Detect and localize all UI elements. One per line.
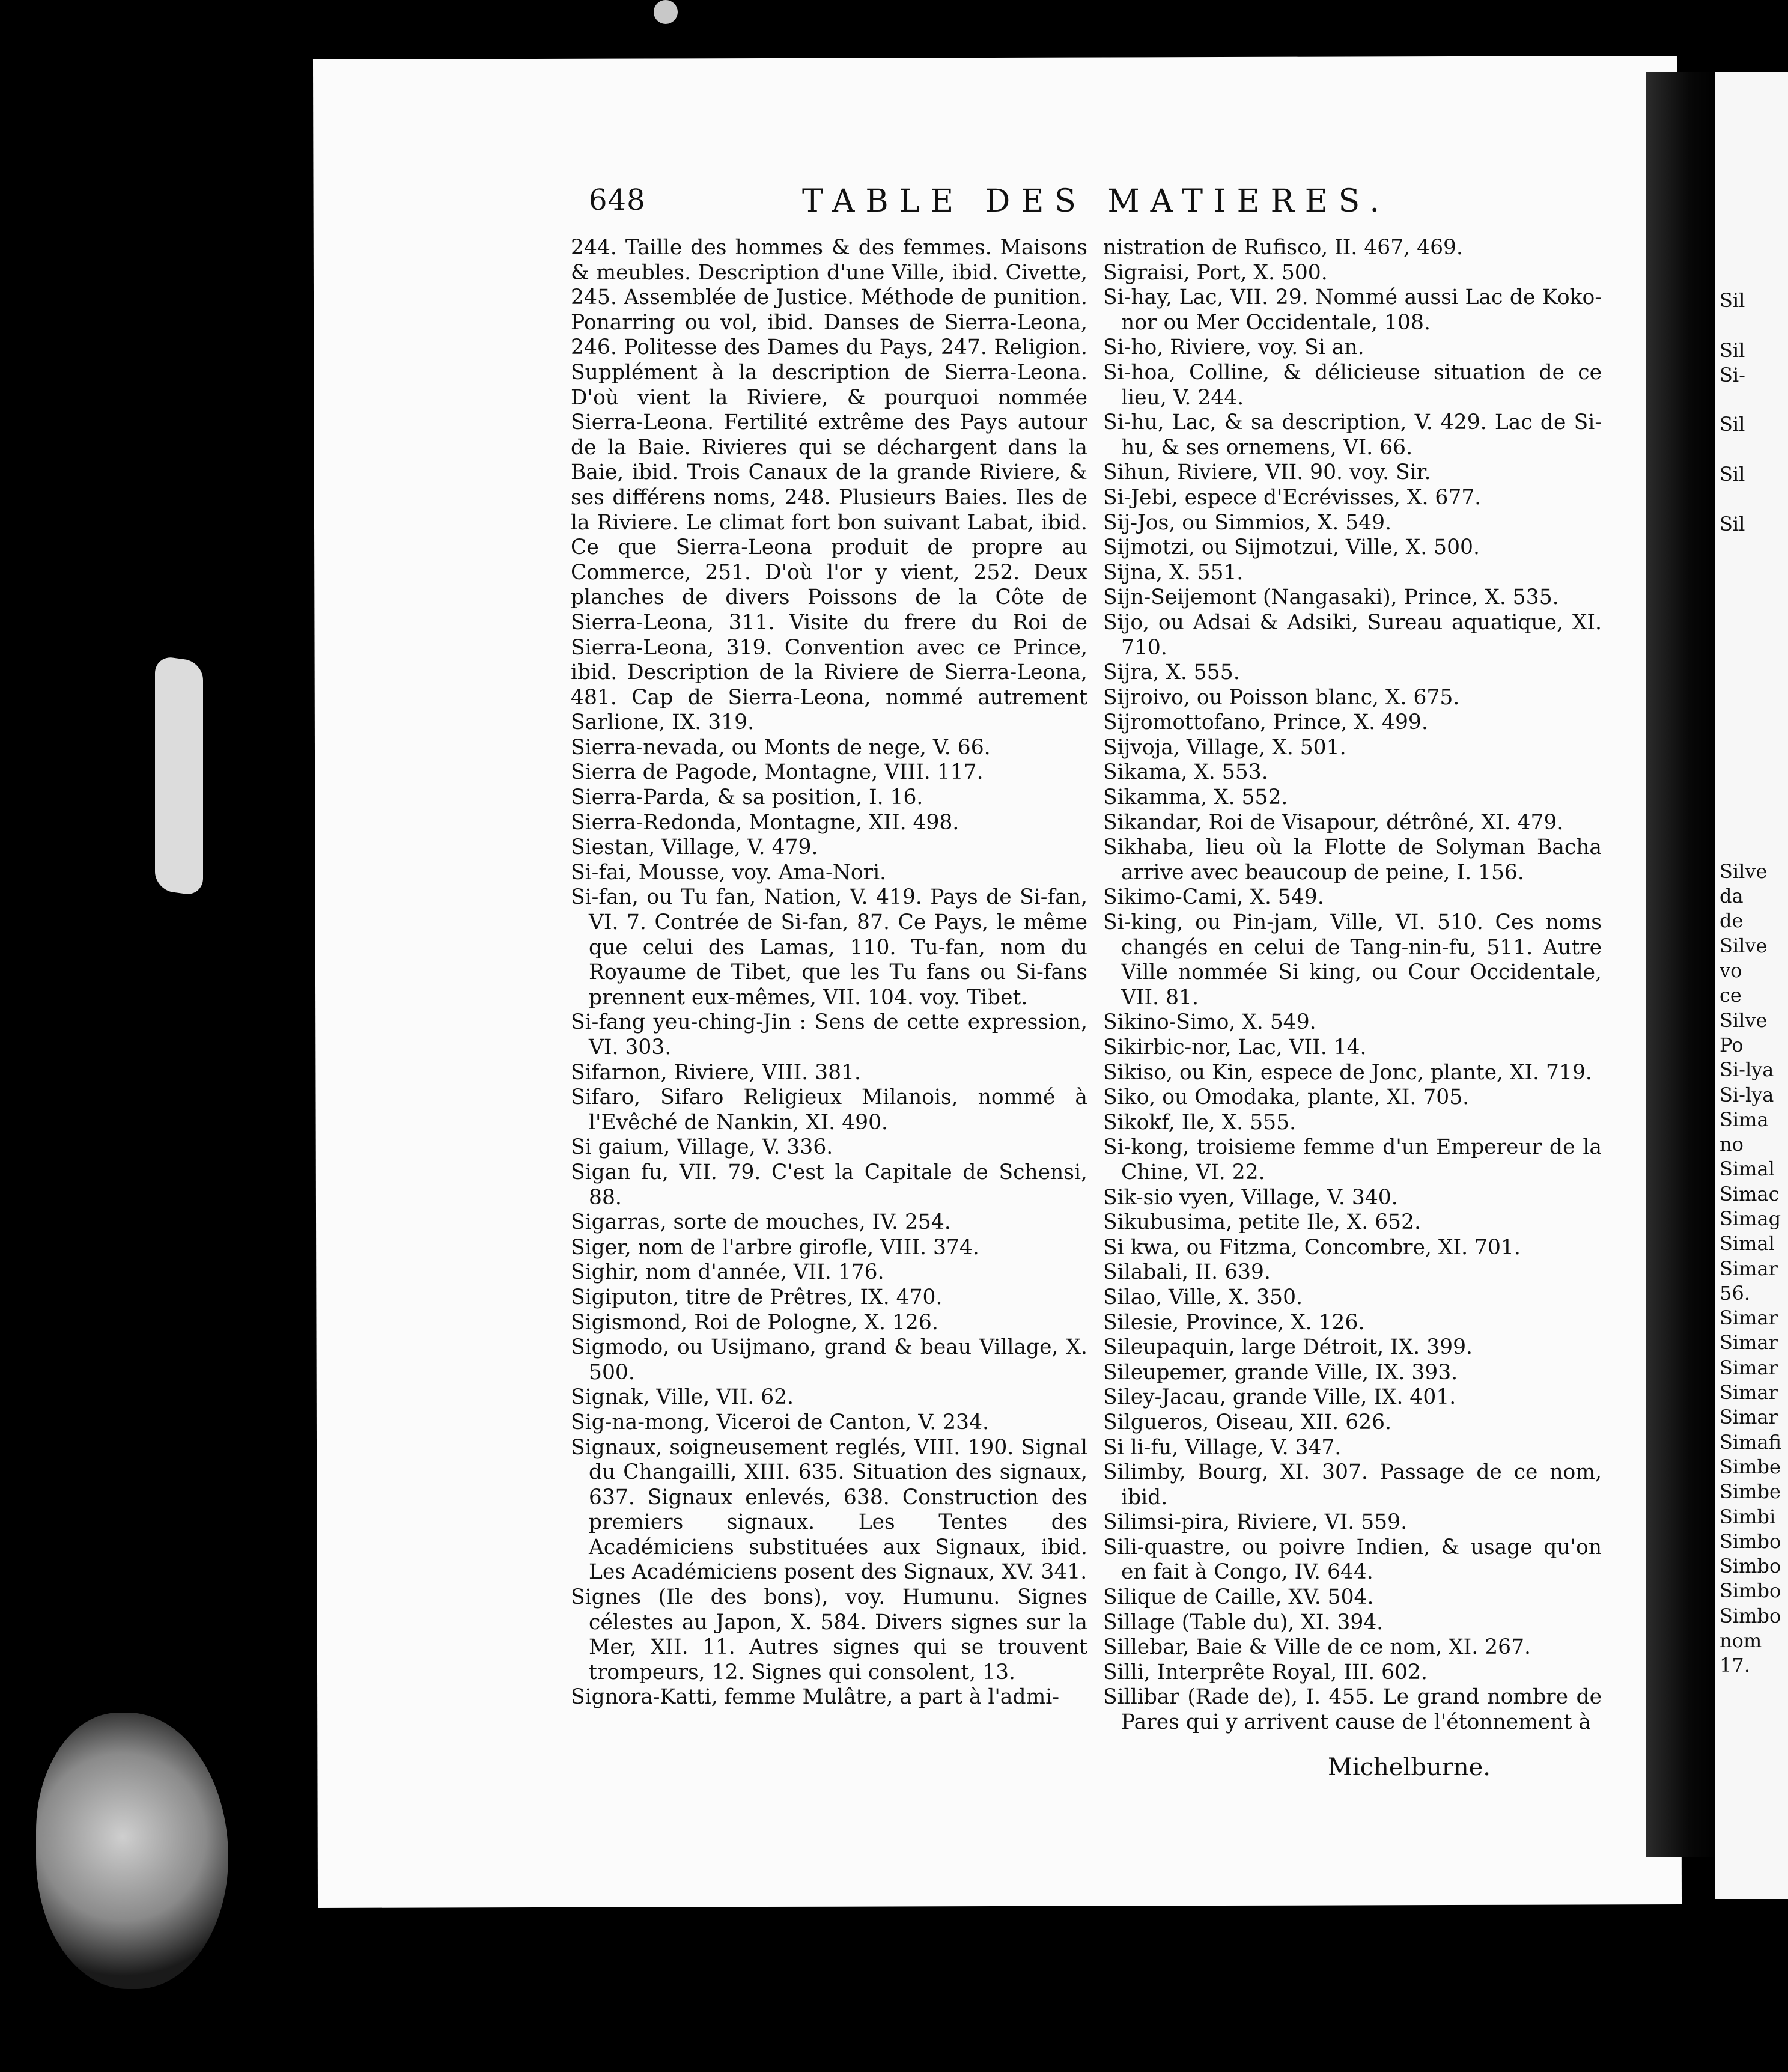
index-entry: Si-hay, Lac, VII. 29. Nommé aussi Lac de Koko-nor ou Mer Occidentale, 108.: [1103, 285, 1602, 335]
facing-page-fragment: Simal: [1720, 1157, 1775, 1181]
index-entry: Sili-quastre, ou poivre Indien, & usage qu'on en fait à Congo, IV. 644.: [1103, 1535, 1602, 1585]
index-entry: Sileupemer, grande Ville, IX. 393.: [1103, 1360, 1458, 1385]
facing-page-fragment: ce: [1720, 984, 1742, 1007]
index-entry: Siko, ou Omodaka, plante, XI. 705.: [1103, 1085, 1470, 1110]
catchword: Michelburne.: [1328, 1754, 1491, 1781]
index-entry: Siestan, Village, V. 479.: [571, 835, 818, 860]
index-entry: Sigismond, Roi de Pologne, X. 126.: [571, 1310, 938, 1335]
facing-page-fragment: Sil: [1720, 413, 1745, 436]
facing-page-fragment: Simbo: [1720, 1529, 1781, 1553]
facing-page-fragment: [1720, 611, 1788, 636]
index-entry: Si-fai, Mousse, voy. Ama-Nori.: [571, 860, 887, 885]
index-entry: Si-fan, ou Tu fan, Nation, V. 419. Pays de Si-fan, VI. 7. Contrée de Si-fan, 87. Ce Pays, le même que celui des Lamas, 110. Tu-fan, nom du Royaume de Tibet, que les Tu fans ou Si-fans prennent eux-mêmes, VII. 104. voy. Tibet.: [571, 885, 1087, 1010]
facing-page-fragment: [1720, 561, 1788, 586]
facing-page-fragment: Sil: [1720, 512, 1745, 535]
facing-page-fragment: Sil: [1720, 289, 1745, 312]
facing-page-fragment: [1720, 710, 1788, 735]
facing-page-fragment: Simbe: [1720, 1455, 1781, 1478]
index-entry: Sikama, X. 553.: [1103, 760, 1268, 785]
facing-page-fragment: Simac: [1720, 1182, 1780, 1205]
facing-page-fragment: [1720, 636, 1788, 660]
index-entry: Sifarnon, Riviere, VIII. 381.: [571, 1060, 861, 1085]
facing-page-fragment: nom: [1720, 1629, 1762, 1653]
index-entry: Sierra-Redonda, Montagne, XII. 498.: [571, 810, 959, 835]
index-entry: Sikandar, Roi de Visapour, détrôné, XI. 479.: [1103, 810, 1564, 835]
index-entry: Si kwa, ou Fitzma, Concombre, XI. 701.: [1103, 1235, 1521, 1260]
facing-page-fragment: [1720, 313, 1788, 338]
facing-page-fragment: Po: [1720, 1033, 1744, 1056]
facing-page-fragment: Silve: [1720, 859, 1768, 883]
facing-page-fragment: [1720, 835, 1788, 859]
index-entry: Silgueros, Oiseau, XII. 626.: [1103, 1410, 1392, 1434]
facing-page-fragment: Simar: [1720, 1381, 1778, 1404]
facing-page-fragment: vo: [1720, 959, 1742, 983]
index-entry: Si-king, ou Pin-jam, Ville, VI. 510. Ces noms changés en celui de Tang-nin-fu, 511. Autre Ville nommée Si king, ou Cour Occidentale, VII. 81.: [1103, 910, 1602, 1010]
index-entry: Silesie, Province, X. 126.: [1103, 1310, 1365, 1335]
index-entry: Sigiputon, titre de Prêtres, IX. 470.: [571, 1285, 943, 1309]
facing-page-fragment: Simar: [1720, 1306, 1778, 1330]
facing-page-fragment: Sil: [1720, 338, 1745, 362]
facing-page-fragment: Simar: [1720, 1406, 1778, 1429]
facing-page-fragment: Simbe: [1720, 1480, 1781, 1504]
index-entry: Sigan fu, VII. 79. C'est la Capitale de Schensi, 88.: [571, 1160, 1087, 1210]
index-entry: Sikiso, ou Kin, espece de Jonc, plante, XI. 719.: [1103, 1060, 1592, 1085]
paper-tear-left: [155, 655, 203, 896]
index-entry: Siger, nom de l'arbre girofle, VIII. 374.: [571, 1235, 979, 1260]
index-entry: Sig-na-mong, Viceroi de Canton, V. 234.: [571, 1410, 989, 1434]
facing-page-fragment: Simar: [1720, 1356, 1778, 1379]
index-entry: Si gaium, Village, V. 336.: [571, 1135, 833, 1160]
index-entry: Sijromottofano, Prince, X. 499.: [1103, 710, 1428, 735]
facing-page-fragment: Si-lya: [1720, 1058, 1774, 1082]
index-entry: Sik-sio vyen, Village, V. 340.: [1103, 1185, 1398, 1210]
facing-page-fragment: Si-lya: [1720, 1083, 1774, 1106]
index-entry: Sillibar (Rade de), I. 455. Le grand nombre de Pares qui y arrivent cause de l'étonnement à: [1103, 1685, 1602, 1735]
index-entry: Sileupaquin, large Détroit, IX. 399.: [1103, 1335, 1473, 1360]
facing-page-fragment: Simbo: [1720, 1579, 1781, 1603]
index-entry: Signaux, soigneusement reglés, VIII. 190. Signal du Changailli, XIII. 635. Situation des signaux, 637. Signaux enlevés, 638. Construction des premiers signaux. Les Tentes des Académiciens substituées aux Signaux, ibid. Les Académiciens posent des Signaux, XV. 341.: [571, 1435, 1087, 1585]
index-entry: Sighir, nom d'année, VII. 176.: [571, 1260, 884, 1285]
index-entry: Silimsi-pira, Riviere, VI. 559.: [1103, 1510, 1408, 1535]
index-entry: Silimby, Bourg, XI. 307. Passage de ce nom, ibid.: [1103, 1460, 1602, 1510]
page-number: 648: [589, 183, 646, 217]
index-entry: Si-hoa, Colline, & délicieuse situation de ce lieu, V. 244.: [1103, 360, 1602, 410]
index-entry: Si-fang yeu-ching-Jin : Sens de cette expression, VI. 303.: [571, 1010, 1087, 1059]
index-entry: Sierra-Parda, & sa position, I. 16.: [571, 785, 923, 810]
facing-page-fragment: da: [1720, 885, 1744, 908]
facing-page-fragment: [1720, 809, 1788, 834]
index-entry: Signora-Katti, femme Mulâtre, a part à l'admi-: [571, 1685, 1059, 1710]
index-entry: Sillage (Table du), XI. 394.: [1103, 1610, 1384, 1635]
smudge-bottom-left: [36, 1713, 228, 1989]
page-header: [589, 183, 1670, 237]
index-entry: Sijmotzi, ou Sijmotzui, Ville, X. 500.: [1103, 535, 1480, 560]
facing-page-fragment: [1720, 537, 1788, 561]
facing-page-fragment: [1720, 735, 1788, 760]
index-entry: Si-ho, Riviere, voy. Si an.: [1103, 335, 1364, 360]
book-gutter: [1646, 72, 1718, 1857]
facing-page-fragment: Simafi: [1720, 1430, 1781, 1454]
facing-page-fragment: Simbo: [1720, 1604, 1781, 1627]
index-entry: Sikhaba, lieu où la Flotte de Solyman Bacha arrive avec beaucoup de peine, I. 156.: [1103, 835, 1602, 885]
facing-page-fragment: Si-: [1720, 363, 1745, 386]
right-column: [1103, 236, 1602, 1735]
facing-page-fragment: Simal: [1720, 1232, 1775, 1255]
facing-page-fragment: no: [1720, 1133, 1744, 1156]
index-entry: Silique de Caille, XV. 504.: [1103, 1585, 1374, 1610]
index-entry: Sikubusima, petite Ile, X. 652.: [1103, 1210, 1422, 1235]
index-entry: Sikino-Simo, X. 549.: [1103, 1010, 1316, 1035]
index-entry: Si-Jebi, espece d'Ecrévisses, X. 677.: [1103, 485, 1482, 510]
facing-page-text: [1720, 288, 1788, 1678]
index-entry: Signak, Ville, VII. 62.: [571, 1385, 794, 1410]
index-entry: Sigmodo, ou Usijmano, grand & beau Village, X. 500.: [571, 1335, 1087, 1385]
facing-page-fragment: Silve: [1720, 1008, 1768, 1032]
running-title: TABLE DES MATIERES.: [802, 183, 1390, 219]
index-entry: Sijra, X. 555.: [1103, 660, 1240, 685]
index-entry: Sierra de Pagode, Montagne, VIII. 117.: [571, 760, 984, 785]
index-entry: 244. Taille des hommes & des femmes. Maisons & meubles. Description d'une Ville, ibid. Civette, 245. Assemblée de Justice. Méthode de punition. Ponarring ou vol, ibid. Danses de Sierra-Leona, 246. Politesse des Dames du Pays, 247. Religion. Supplément à la description de Sierra-Leona. D'où vient la Riviere, & pourquoi nommée Sierra-Leona. Fertilité extrême des Pays autour de la Baie. Rivieres qui se déchargent dans la Baie, ibid. Trois Canaux de la grande Riviere, & ses différens noms, 248. Plusieurs Baies. Iles de la Riviere. Le climat fort bon suivant Labat, ibid. Ce que Sierra-Leona produit de propre au Commerce, 251. D'où l'or y vient, 252. Deux planches de divers Poissons de la Côte de Sierra-Leona, 311. Visite du frere du Roi de Sierra-Leona, 319. Convention avec ce Prince, ibid. Description de la Riviere de Sierra-Leona, 481. Cap de Sierra-Leona, nommé autrement Sarlione, IX. 319.: [571, 236, 1087, 735]
facing-page-fragment: Simbi: [1720, 1505, 1776, 1528]
index-entry: Sij-Jos, ou Simmios, X. 549.: [1103, 510, 1392, 535]
facing-page-fragment: [1720, 760, 1788, 785]
index-entry: Sikimo-Cami, X. 549.: [1103, 885, 1324, 910]
facing-page-fragment: Simar: [1720, 1331, 1778, 1354]
index-entry: Sijroivo, ou Poisson blanc, X. 675.: [1103, 685, 1460, 710]
ink-blot-top: [654, 0, 678, 24]
facing-page-fragment: [1720, 587, 1788, 611]
facing-page-fragment: Simbo: [1720, 1555, 1781, 1578]
facing-page-fragment: Silve: [1720, 934, 1768, 957]
index-entry: Sigarras, sorte de mouches, IV. 254.: [571, 1210, 951, 1235]
index-entry: Siley-Jacau, grande Ville, IX. 401.: [1103, 1385, 1456, 1410]
index-entry: Sierra-nevada, ou Monts de nege, V. 66.: [571, 735, 991, 760]
facing-page-fragment: Sima: [1720, 1108, 1769, 1131]
index-entry: Sihun, Riviere, VII. 90. voy. Sir.: [1103, 460, 1431, 485]
index-entry: Sikokf, Ile, X. 555.: [1103, 1110, 1297, 1135]
facing-page-fragment: 17.: [1720, 1654, 1750, 1677]
facing-page-fragment: [1720, 785, 1788, 809]
facing-page-fragment: Sil: [1720, 463, 1745, 486]
index-entry: Sigraisi, Port, X. 500.: [1103, 260, 1328, 285]
facing-page-fragment: Simag: [1720, 1207, 1781, 1230]
index-entry: Silabali, II. 639.: [1103, 1260, 1271, 1285]
facing-page-fragment: de: [1720, 909, 1744, 933]
index-entry: Silao, Ville, X. 350.: [1103, 1285, 1303, 1309]
facing-page-fragment: [1720, 388, 1788, 412]
index-entry: Sikirbic-nor, Lac, VII. 14.: [1103, 1035, 1367, 1059]
index-entry: Si-hu, Lac, & sa description, V. 429. Lac de Si-hu, & ses ornemens, VI. 66.: [1103, 410, 1602, 460]
index-entry: Sijn-Seijemont (Nangasaki), Prince, X. 535.: [1103, 585, 1559, 610]
index-entry: Sijna, X. 551.: [1103, 560, 1244, 585]
facing-page-fragment: [1720, 437, 1788, 462]
facing-page-fragment: [1720, 487, 1788, 511]
index-entry: nistration de Rufisco, II. 467, 469.: [1103, 236, 1463, 260]
index-entry: Si li-fu, Village, V. 347.: [1103, 1435, 1342, 1460]
index-entry: Sijo, ou Adsai & Adsiki, Sureau aquatique, XI. 710.: [1103, 610, 1602, 660]
index-entry: Sifaro, Sifaro Religieux Milanois, nommé à l'Evêché de Nankin, XI. 490.: [571, 1085, 1087, 1135]
index-entry: Silli, Interprête Royal, III. 602.: [1103, 1660, 1428, 1684]
facing-page-fragment: [1720, 660, 1788, 685]
index-entry: Signes (Ile des bons), voy. Humunu. Signes célestes au Japon, X. 584. Divers signes sur la Mer, XII. 11. Autres signes qui se trouvent trompeurs, 12. Signes qui consolent, 13.: [571, 1585, 1087, 1684]
index-entry: Si-kong, troisieme femme d'un Empereur de la Chine, VI. 22.: [1103, 1135, 1602, 1184]
facing-page-fragment: [1720, 686, 1788, 710]
index-entry: Sikamma, X. 552.: [1103, 785, 1288, 810]
index-entry: Sillebar, Baie & Ville de ce nom, XI. 267.: [1103, 1635, 1531, 1660]
index-entry: Sijvoja, Village, X. 501.: [1103, 735, 1346, 760]
left-column: [571, 236, 1087, 1710]
facing-page-fragment: Simar: [1720, 1257, 1778, 1280]
facing-page-fragment: 56.: [1720, 1281, 1750, 1305]
